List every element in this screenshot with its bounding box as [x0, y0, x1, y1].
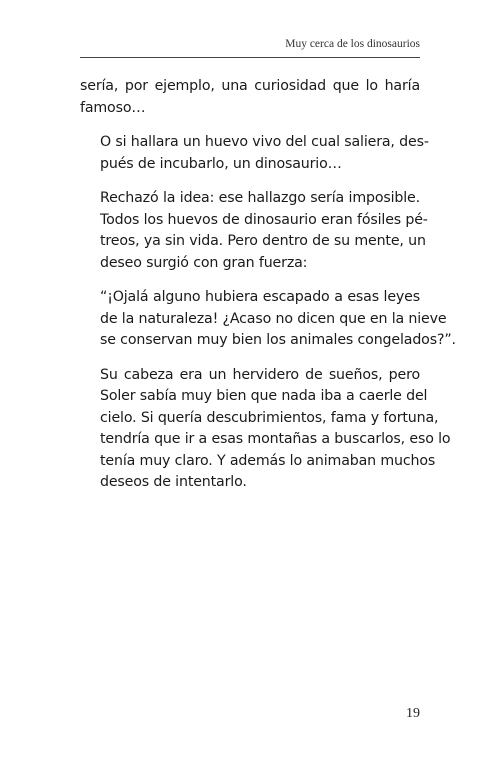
text-line: tenía muy claro. Y además lo animaban muchos — [100, 452, 436, 469]
text-line: deseo surgió con gran fuerza: — [100, 254, 308, 271]
text-line: O si hallara un huevo vivo del cual saliera, des- — [100, 134, 429, 150]
text-line: cielo. Si quería descubrimientos, fama y fortuna, — [100, 409, 439, 426]
paragraph-2 — [80, 132, 429, 175]
paragraph-5 — [80, 365, 451, 494]
text-line: famoso… — [80, 99, 146, 116]
paragraph-1 — [80, 76, 420, 119]
text-line: Rechazó la idea: ese hallazgo sería imposible. — [100, 190, 420, 206]
text-line: sería, por ejemplo, una curiosidad que lo haría — [80, 78, 420, 94]
text-line: se conservan muy bien los animales congelados?”. — [100, 332, 456, 348]
page-number: 19 — [406, 706, 420, 721]
text-line: tendría que ir a esas montañas a buscarlos, eso lo — [100, 431, 451, 447]
text-line: “¡Ojalá alguno hubiera escapado a esas leyes — [100, 289, 420, 305]
text-line: de la naturaleza! ¿Acaso no dicen que en la nieve — [100, 310, 447, 327]
running-header: Muy cerca de los dinosaurios — [285, 38, 420, 50]
text-line: deseos de intentarlo. — [100, 474, 247, 490]
text-line: Su cabeza era un hervidero de sueños, pero — [100, 366, 420, 383]
paragraph-4 — [80, 287, 456, 352]
text-line: Soler sabía muy bien que nada iba a caerle del — [100, 388, 428, 404]
paragraph-3 — [80, 188, 428, 274]
page-body — [80, 76, 456, 507]
text-line: pués de incubarlo, un dinosaurio… — [100, 155, 342, 172]
header-rule — [80, 57, 420, 58]
text-line: Todos los huevos de dinosaurio eran fósiles pé- — [100, 211, 428, 228]
text-line: treos, ya sin vida. Pero dentro de su mente, un — [100, 233, 426, 249]
